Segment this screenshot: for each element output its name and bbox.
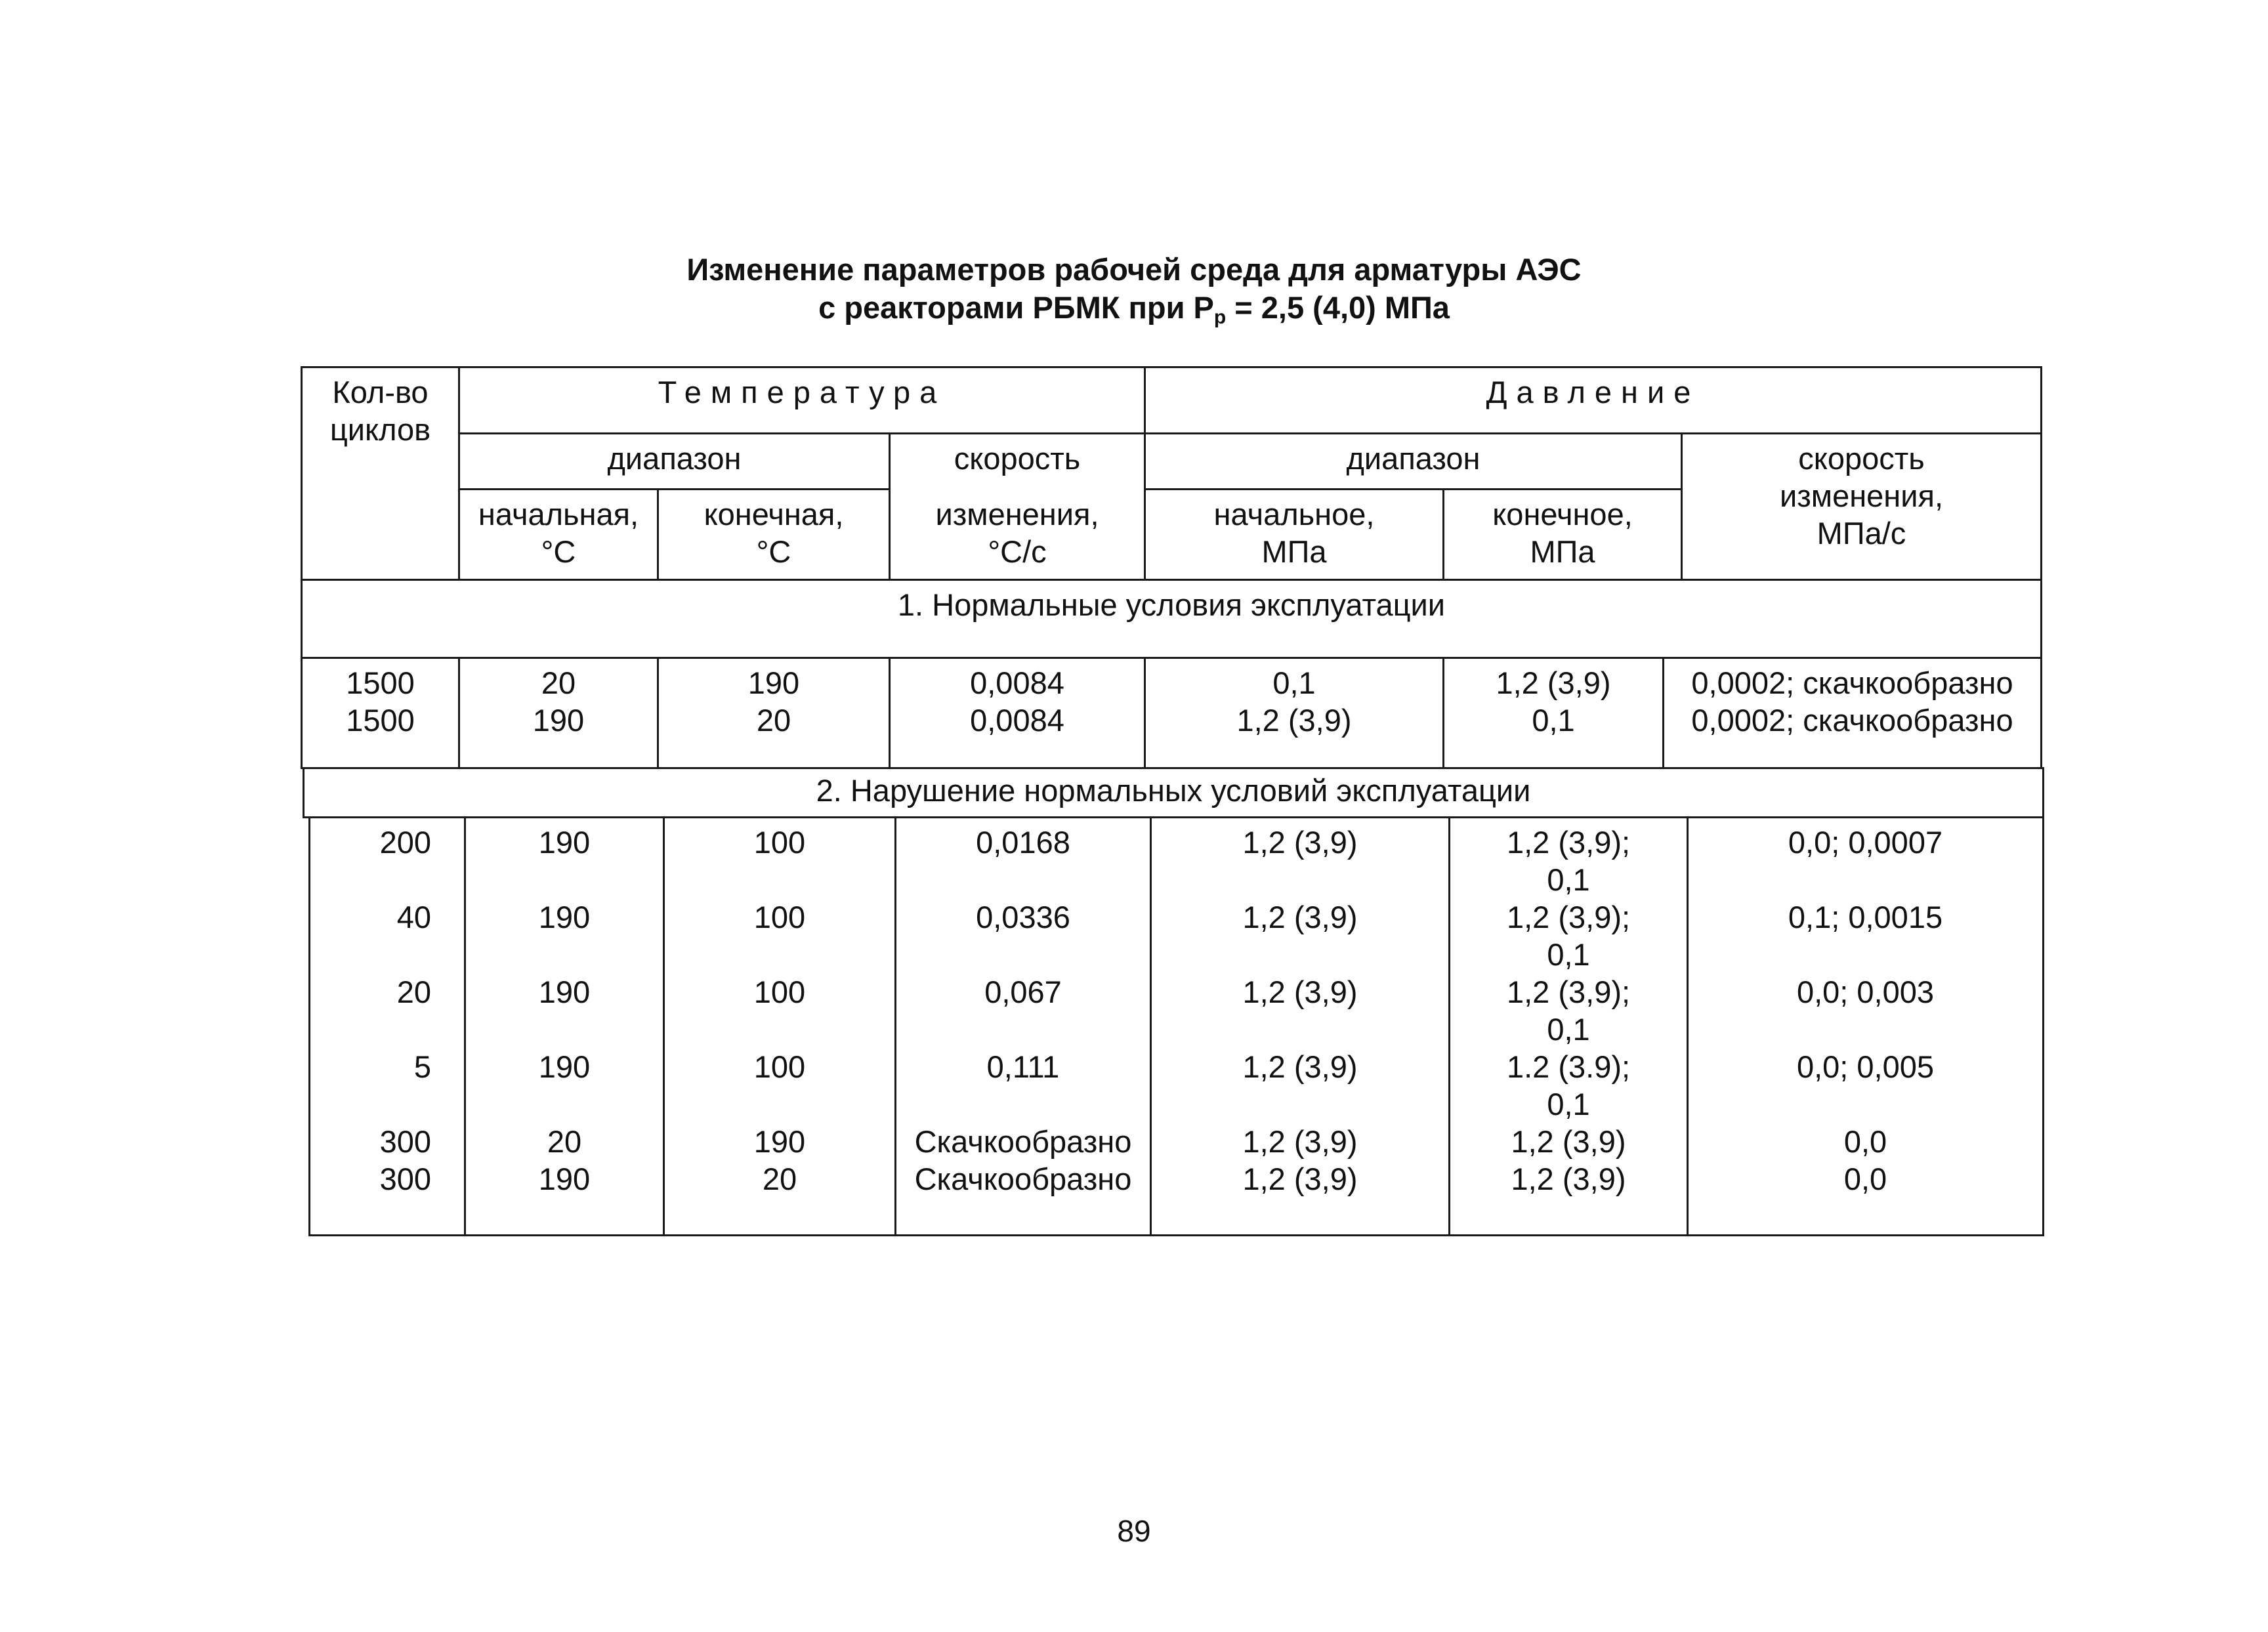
section-2-title: 2. Нарушение нормальных условий эксплуатации (303, 767, 2044, 818)
header-press-range: диапазон (1144, 432, 1683, 490)
header-pressure: Давление (1144, 366, 2042, 434)
table-title-line-1: Изменение параметров рабочей среда для арматуры АЭС (686, 252, 1582, 287)
header-temp-rate-top: скорость (889, 432, 1146, 490)
header-temp-final: конечная, °C (657, 488, 891, 581)
header-temp-range: диапазон (458, 432, 891, 490)
section-1-press-rate: 0,0002; скачкообразно 0,0002; скачкообразно (1662, 657, 2042, 769)
section-2-temp-rate: 0,0168 0,0336 0,067 0,111 Скачкообразно Скачкообразно (894, 816, 1152, 1236)
header-press-final: конечное, МПа (1442, 488, 1683, 581)
section-2-cycles: 200 40 20 5 300 300 (308, 816, 466, 1236)
section-2-press-final: 1,2 (3,9); 0,1 1,2 (3,9); 0,1 1,2 (3,9); 0,1 1.2 (3.9); 0,1 1,2 (3,9) 1,2 (3,9) (1448, 816, 1689, 1236)
header-temp-rate-bottom: изменения, °C/c (889, 488, 1146, 581)
section-2-temp-initial: 190 190 190 190 20 190 (464, 816, 665, 1236)
section-1-press-final: 1,2 (3,9) 0,1 (1442, 657, 1664, 769)
table-title-line-2: с реакторами РБМК при $P_р = 2,5$ (4,0) МПа (818, 290, 1450, 328)
section-1-title: 1. Нормальные условия эксплуатации (301, 579, 2042, 659)
section-2-press-rate: 0,0; 0,0007 0,1; 0,0015 0,0; 0,003 0,0; 0,005 0,0 0,0 (1687, 816, 2044, 1236)
section-2-press-initial: 1,2 (3,9) 1,2 (3,9) 1,2 (3,9) 1,2 (3,9) 1,2 (3,9) 1,2 (3,9) (1150, 816, 1450, 1236)
section-1-temp-rate: 0,0084 0,0084 (889, 657, 1146, 769)
section-2-temp-final: 100 100 100 100 190 20 (663, 816, 896, 1236)
page-number: 89 (1117, 1514, 1151, 1548)
header-temp-initial: начальная, °C (458, 488, 659, 581)
section-1-temp-final: 190 20 (657, 657, 891, 769)
section-1-cycles: 1500 1500 (301, 657, 460, 769)
section-1-press-initial: 0,1 1,2 (3,9) (1144, 657, 1444, 769)
header-press-initial: начальное, МПа (1144, 488, 1444, 581)
section-1-temp-initial: 20 190 (458, 657, 659, 769)
header-temperature: Температура (458, 366, 1146, 434)
header-press-rate: скорость изменения, МПа/с (1681, 432, 2042, 581)
pressure-subscript: р (1213, 306, 1227, 328)
header-cycles: Кол-во циклов (301, 366, 460, 581)
